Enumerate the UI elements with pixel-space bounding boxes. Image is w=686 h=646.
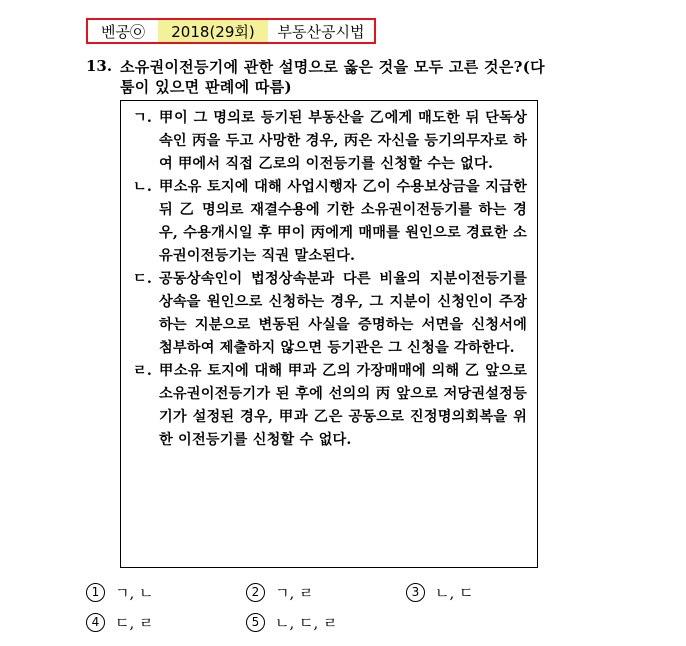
choice-number: 2 xyxy=(246,583,265,602)
choices-row xyxy=(86,607,506,637)
header-tag: 벤공㉧ xyxy=(101,22,145,41)
choice-option[interactable] xyxy=(86,612,246,633)
statement-text: 공동상속인이 법정상속분과 다른 비율의 지분이전등기를 상속을 원인으로 신청하는 경우, 그 지분이 신청인이 주장하는 지분으로 변동된 사실을 증명하는 서면을 신청서에 첨부하여 제출하지 않으면 등기관은 그 신청을 각하한다. xyxy=(159,271,527,356)
statement-marker: ㄴ. xyxy=(133,179,153,195)
choice-number: 1 xyxy=(86,583,105,602)
statement-item xyxy=(133,268,527,360)
choice-number: 4 xyxy=(86,613,105,632)
answer-choices xyxy=(86,577,506,637)
choice-option[interactable] xyxy=(246,612,338,633)
question-number: 13. xyxy=(86,57,113,75)
choice-text: ㄴ, ㄷ, ㄹ xyxy=(275,613,338,632)
statement-marker: ㄷ. xyxy=(133,271,153,287)
choice-text: ㄷ, ㄹ xyxy=(115,613,154,632)
header-exam: 2018(29회) xyxy=(158,20,268,42)
choice-number: 5 xyxy=(246,613,265,632)
statement-text: 甲이 그 명의로 등기된 부동산을 乙에게 매도한 뒤 단독상속인 丙을 두고 사망한 경우, 丙은 자신을 등기의무자로 하여 甲에서 직접 乙로의 이전등기를 신청할 수는 없다. xyxy=(159,110,527,172)
choice-number: 3 xyxy=(406,583,425,602)
statements-box xyxy=(120,100,538,568)
statement-item xyxy=(133,360,527,452)
header-subject: 부동산공시법 xyxy=(277,22,365,41)
choices-row xyxy=(86,577,506,607)
choice-text: ㄱ, ㄴ xyxy=(115,583,154,602)
statement-marker: ㄱ. xyxy=(133,110,153,126)
statement-marker: ㄹ. xyxy=(133,363,153,379)
choice-text: ㄴ, ㄷ xyxy=(435,583,474,602)
choice-option[interactable] xyxy=(406,582,474,603)
statement-text: 甲소유 토지에 대해 사업시행자 乙이 수용보상금을 지급한 뒤 乙 명의로 재결수용에 기한 소유권이전등기를 하는 경우, 수용개시일 후 甲이 丙에게 매매를 원인으로 경료한 소유권이전등기는 직권 말소된다. xyxy=(159,179,527,264)
choice-text: ㄱ, ㄹ xyxy=(275,583,314,602)
question-text: 소유권이전등기에 관한 설명으로 옳은 것을 모두 고른 것은?(다툼이 있으면 판례에 따름) xyxy=(120,58,545,96)
statement-item xyxy=(133,107,527,176)
statement-item xyxy=(133,176,527,268)
choice-option[interactable] xyxy=(246,582,406,603)
exam-header xyxy=(86,18,376,44)
statement-text: 甲소유 토지에 대해 甲과 乙의 가장매매에 의해 乙 앞으로 소유권이전등기가 된 후에 선의의 丙 앞으로 저당권설정등기가 설정된 경우, 甲과 乙은 공동으로 진정명의회복을 위한 이전등기를 신청할 수 없다. xyxy=(159,363,527,448)
choice-option[interactable] xyxy=(86,582,246,603)
